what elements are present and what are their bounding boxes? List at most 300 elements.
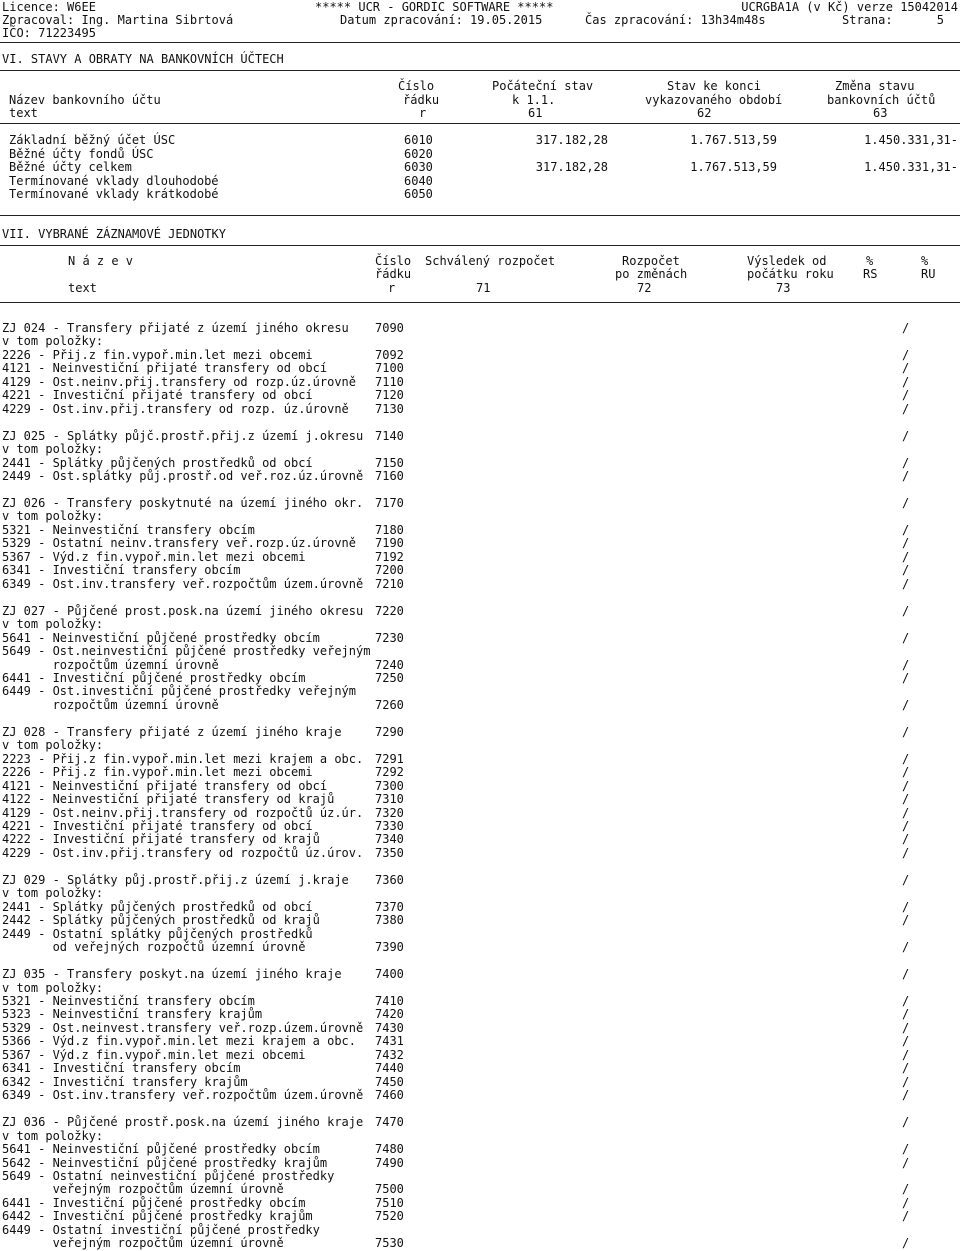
ratio-slash: / [902, 872, 910, 887]
spacer-row [0, 1102, 960, 1116]
item-text: 2449 - Ost.splátky půj.prostř.od veř.roz.úz.úrovně [2, 469, 364, 484]
col-start-sub: k 1.1. [512, 93, 556, 107]
item-text: 4221 - Investiční přijaté transfery od obcí [2, 819, 313, 834]
row-number: 7430 [375, 1020, 404, 1035]
item-text: v tom položky: [2, 1128, 104, 1143]
row-number: 7510 [375, 1195, 404, 1210]
item-text: 2442 - Splátky půjčených prostředků od krajů [2, 913, 320, 928]
header-line-3 [0, 26, 960, 40]
row-number: 6020 [404, 146, 433, 161]
item-text: ZJ 029 - Splátky půj.prostř.přij.z území j.kraje [2, 872, 349, 887]
ratio-slash: / [902, 1142, 910, 1157]
balance-change: 1.450.331,31- [864, 160, 958, 174]
spacer-row [0, 711, 960, 725]
processed-by: Zpracoval: Ing. Martina Sibrtová [2, 13, 234, 27]
item-text: 5329 - Ost.neinvest.transfery veř.rozp.územ.úrovně [2, 1020, 364, 1035]
product-banner: ***** UCR - GORDIC SOFTWARE ***** [315, 0, 554, 14]
list-item [0, 1156, 960, 1170]
row-number: 7150 [375, 455, 404, 470]
item-text: 6449 - Ostatní investiční půjčené prostředky [2, 1222, 320, 1237]
list-item [0, 536, 960, 550]
list-item [0, 1129, 960, 1143]
processing-date: Datum zpracování: 19.05.2015 [340, 13, 543, 27]
ratio-slash: / [902, 967, 910, 982]
list-item [0, 1196, 960, 1210]
item-text: 2441 - Splátky půjčených prostředků od obcí [2, 455, 313, 470]
row-number: 6010 [404, 133, 433, 147]
item-text: ZJ 028 - Transfery přijaté z území jiného kraje [2, 724, 342, 739]
row-number: 7210 [375, 576, 404, 591]
col-row-label: Číslo [398, 79, 435, 93]
item-text: ZJ 035 - Transfery poskyt.na území jiného kraje [2, 967, 342, 982]
account-name: Běžné účty celkem [9, 160, 132, 174]
item-text: v tom položky: [2, 738, 104, 753]
spacer-row [0, 483, 960, 497]
row-number: 7230 [375, 630, 404, 645]
ratio-slash: / [902, 549, 910, 564]
row-number: 7120 [375, 388, 404, 403]
spacer-row [0, 859, 960, 873]
row-number: 7400 [375, 967, 404, 982]
list-item [0, 658, 960, 672]
list-item [0, 1007, 960, 1021]
list-item [0, 456, 960, 470]
col-change-sub: bankovních účtů [827, 93, 936, 107]
item-text: v tom položky: [2, 442, 104, 457]
list-item [0, 509, 960, 523]
end-balance: 1.767.513,59 [690, 160, 777, 174]
col-end-sub: vykazovaného období [645, 93, 783, 107]
ratio-slash: / [902, 455, 910, 470]
row-number: 7432 [375, 1047, 404, 1062]
row-number: 7291 [375, 751, 404, 766]
ratio-slash: / [902, 321, 910, 335]
item-text: 5649 - Ost.neinvestiční půjčené prostředky veřejným [2, 644, 371, 659]
ratio-slash: / [902, 913, 910, 928]
col-result-sub: počátku roku [747, 267, 834, 281]
table-row [0, 133, 960, 147]
end-balance: 1.767.513,59 [690, 133, 777, 147]
row-number: 7300 [375, 778, 404, 793]
row-number: 7490 [375, 1155, 404, 1170]
ratio-slash: / [902, 805, 910, 820]
item-text: 4222 - Investiční přijaté transfery od krajů [2, 832, 320, 847]
section6-head-2 [0, 93, 960, 107]
col-row-sub: řádku [403, 93, 440, 107]
item-text: 5642 - Neinvestiční půjčené prostředky krajům [2, 1155, 328, 1170]
item-text: 6342 - Investiční transfery krajům [2, 1074, 248, 1089]
ratio-slash: / [902, 845, 910, 860]
row-number: 7340 [375, 832, 404, 847]
list-item [0, 321, 960, 335]
row-number: 7260 [375, 697, 404, 712]
item-text: 5321 - Neinvestiční transfery obcím [2, 994, 255, 1008]
ratio-slash: / [902, 697, 910, 712]
col-pct-rs-sub: RS [863, 267, 878, 281]
item-text: 6349 - Ost.inv.transfery veř.rozpočtům územ.úrovně [2, 576, 364, 591]
item-text: 4221 - Investiční přijaté transfery od obcí [2, 388, 313, 403]
row-number: 7330 [375, 819, 404, 834]
item-text: ZJ 025 - Splátky půjč.prostř.přij.z území j.okresu [2, 428, 364, 443]
ratio-slash: / [902, 536, 910, 551]
row-number: 7320 [375, 805, 404, 820]
list-item [0, 752, 960, 766]
item-text: v tom položky: [2, 886, 104, 901]
start-balance: 317.182,28 [535, 133, 608, 147]
item-text: od veřejných rozpočtů územní úrovně [2, 940, 306, 955]
list-item [0, 738, 960, 752]
list-item [0, 684, 960, 698]
list-item [0, 913, 960, 927]
account-name: Základní běžný účet ÚSC [9, 133, 176, 147]
item-text: ZJ 027 - Půjčené prost.posk.na území jiného okresu [2, 603, 364, 618]
list-item [0, 967, 960, 981]
col-start-label: Počáteční stav [492, 79, 594, 93]
list-item [0, 927, 960, 941]
row-number: 7450 [375, 1074, 404, 1089]
item-text: 5367 - Výd.z fin.vypoř.min.let mezi obcemi [2, 549, 306, 564]
list-item [0, 1169, 960, 1183]
item-text: 6449 - Ost.investiční půjčené prostředky veřejným [2, 684, 357, 699]
row-number: 7410 [375, 994, 404, 1008]
col-name-label: N á z e v [68, 254, 134, 268]
ratio-slash: / [902, 778, 910, 793]
row-number: 7180 [375, 522, 404, 537]
ratio-slash: / [902, 899, 910, 914]
row-number: 6030 [404, 160, 433, 174]
row-number: 7170 [375, 495, 404, 510]
item-text: 2226 - Přij.z fin.vypoř.min.let mezi obcemi [2, 765, 313, 780]
list-item [0, 886, 960, 900]
ratio-slash: / [902, 1074, 910, 1089]
list-item [0, 981, 960, 995]
row-number: 7420 [375, 1007, 404, 1022]
row-number: 7460 [375, 1088, 404, 1103]
ratio-slash: / [902, 347, 910, 362]
item-text: 5641 - Neinvestiční půjčené prostředky obcím [2, 630, 320, 645]
ratio-slash: / [902, 495, 910, 510]
row-number: 7292 [375, 765, 404, 780]
list-item [0, 429, 960, 443]
section7-title-text: VII. VYBRANÉ ZÁZNAMOVÉ JEDNOTKY [2, 227, 226, 241]
item-text: 6441 - Investiční půjčené prostředky obcím [2, 1195, 306, 1210]
list-item [0, 940, 960, 954]
col-result-code: 73 [776, 281, 791, 295]
ratio-slash: / [902, 1020, 910, 1035]
item-text: 5366 - Výd.z fin.vypoř.min.let mezi krajem a obc. [2, 1034, 357, 1049]
row-number: 7440 [375, 1061, 404, 1076]
row-number: 7220 [375, 603, 404, 618]
col-budget-label: Rozpočet [622, 254, 680, 268]
list-item [0, 375, 960, 389]
ratio-slash: / [902, 469, 910, 484]
list-item [0, 832, 960, 846]
spacer-row [0, 415, 960, 429]
list-item [0, 469, 960, 483]
item-text: 5367 - Výd.z fin.vypoř.min.let mezi obcemi [2, 1047, 306, 1062]
item-text: v tom položky: [2, 509, 104, 524]
row-number: 6050 [404, 187, 433, 201]
ratio-slash: / [902, 563, 910, 578]
ratio-slash: / [902, 832, 910, 847]
list-item [0, 819, 960, 833]
section7-head-1 [0, 254, 960, 268]
item-text: ZJ 026 - Transfery poskytnuté na území jiného okr. [2, 495, 364, 510]
ratio-slash: / [902, 724, 910, 739]
col-start-code: 61 [528, 106, 543, 120]
item-text: ZJ 036 - Půjčené prostř.posk.na území jiného kraje [2, 1115, 364, 1130]
row-number: 7100 [375, 361, 404, 376]
list-item [0, 442, 960, 456]
item-text: ZJ 024 - Transfery přijaté z území jiného okresu [2, 321, 349, 335]
list-item [0, 644, 960, 658]
ratio-slash: / [902, 994, 910, 1008]
section7-head-3 [0, 281, 960, 295]
list-item [0, 1209, 960, 1223]
ratio-slash: / [902, 630, 910, 645]
col-row-sub: řádku [375, 267, 412, 281]
row-number: 7160 [375, 469, 404, 484]
ratio-slash: / [902, 1182, 910, 1197]
row-number: 7530 [375, 1236, 404, 1251]
ratio-slash: / [902, 1034, 910, 1049]
row-number: 6040 [404, 173, 433, 188]
ratio-slash: / [902, 522, 910, 537]
ratio-slash: / [902, 670, 910, 685]
header-rule [0, 42, 960, 43]
row-number: 7092 [375, 347, 404, 362]
col-change-label: Změna stavu [835, 79, 915, 93]
ratio-slash: / [902, 765, 910, 780]
col-approved-code: 71 [476, 281, 491, 295]
col-result-label: Výsledek od [747, 254, 827, 268]
item-text: 6442 - Investiční půjčené prostředky krajům [2, 1209, 313, 1224]
row-number: 7240 [375, 657, 404, 672]
list-item [0, 1236, 960, 1250]
item-text: rozpočtům územní úrovně [2, 657, 219, 672]
list-item [0, 671, 960, 685]
list-item [0, 348, 960, 362]
item-text: 2226 - Přij.z fin.vypoř.min.let mezi obcemi [2, 347, 313, 362]
list-item [0, 577, 960, 591]
item-text: 4121 - Neinvestiční přijaté transfery od obcí [2, 778, 328, 793]
list-item [0, 523, 960, 537]
row-number: 7190 [375, 536, 404, 551]
ratio-slash: / [902, 374, 910, 389]
list-item [0, 563, 960, 577]
list-item [0, 1061, 960, 1075]
col-approved-label: Schválený rozpočet [425, 254, 556, 268]
ratio-slash: / [902, 1115, 910, 1130]
ratio-slash: / [902, 751, 910, 766]
list-item [0, 388, 960, 402]
ratio-slash: / [902, 1209, 910, 1224]
list-item [0, 334, 960, 348]
section6-title-text: VI. STAVY A OBRATY NA BANKOVNÍCH ÚČTECH [2, 52, 284, 66]
list-item [0, 1115, 960, 1129]
row-number: 7250 [375, 670, 404, 685]
item-text: 5649 - Ostatní neinvestiční půjčené prostředky [2, 1168, 335, 1183]
item-text: veřejným rozpočtům územní úrovně [2, 1182, 284, 1197]
section7-rule-head [0, 302, 960, 303]
section7-head-2 [0, 267, 960, 281]
row-number: 7310 [375, 792, 404, 807]
page-number: 5 [936, 13, 944, 27]
col-change-code: 63 [873, 106, 888, 120]
page-label: Strana: [842, 13, 893, 27]
list-item [0, 1088, 960, 1102]
col-budget-sub: po změnách [615, 267, 688, 281]
col-end-code: 62 [697, 106, 712, 120]
row-number: 7200 [375, 563, 404, 578]
spacer-row [0, 954, 960, 968]
col-row-code: r [388, 281, 396, 295]
item-text: 5641 - Neinvestiční půjčené prostředky obcím [2, 1142, 320, 1157]
spacer-row [0, 590, 960, 604]
ratio-slash: / [902, 1155, 910, 1170]
item-text: 2441 - Splátky půjčených prostředků od obcí [2, 899, 313, 914]
row-number: 7500 [375, 1182, 404, 1197]
list-item [0, 846, 960, 860]
list-item [0, 900, 960, 914]
row-number: 7431 [375, 1034, 404, 1049]
col-pct-rs-label: % [866, 254, 874, 268]
item-text: 4122 - Neinvestiční přijaté transfery od krajů [2, 792, 335, 807]
section6-head-3 [0, 106, 960, 120]
row-number: 7470 [375, 1115, 404, 1130]
list-item [0, 604, 960, 618]
list-item [0, 1142, 960, 1156]
list-item [0, 806, 960, 820]
list-item [0, 496, 960, 510]
item-text: 2223 - Přij.z fin.vypoř.min.let mezi krajem a obc. [2, 751, 364, 766]
section6-rule-bottom [0, 215, 960, 216]
item-text: 5323 - Neinvestiční transfery krajům [2, 1007, 263, 1022]
table-row [0, 174, 960, 188]
list-item [0, 725, 960, 739]
ratio-slash: / [902, 657, 910, 672]
row-number: 7192 [375, 549, 404, 564]
ratio-slash: / [902, 1088, 910, 1103]
item-text: 6341 - Investiční transfery obcím [2, 1061, 241, 1076]
list-item [0, 617, 960, 631]
table-row [0, 160, 960, 174]
table-row [0, 147, 960, 161]
item-text: 5329 - Ostatní neinv.transfery veř.rozp.úz.úrovně [2, 536, 357, 551]
license-text: Licence: W6EE [2, 0, 96, 14]
item-text: v tom položky: [2, 980, 104, 995]
ico-text: IČO: 71223495 [2, 26, 96, 40]
list-item [0, 1048, 960, 1062]
row-number: 7520 [375, 1209, 404, 1224]
processing-time: Čas zpracování: 13h34m48s [585, 13, 766, 27]
header-line-2 [0, 13, 960, 27]
list-item [0, 1021, 960, 1035]
item-text: 2449 - Ostatní splátky půjčených prostředků [2, 926, 313, 941]
header-line-1 [0, 0, 960, 14]
row-number: 7390 [375, 940, 404, 955]
list-item [0, 1182, 960, 1196]
col-pct-ru-label: % [921, 254, 929, 268]
item-text: 4129 - Ost.neinv.přij.transfery od rozpočtů úz.úr. [2, 805, 364, 820]
ratio-slash: / [902, 1195, 910, 1210]
col-text-code: text [68, 281, 97, 295]
list-item [0, 361, 960, 375]
balance-change: 1.450.331,31- [864, 133, 958, 147]
list-item [0, 402, 960, 416]
list-item [0, 779, 960, 793]
ratio-slash: / [902, 576, 910, 591]
item-text: 6349 - Ost.inv.transfery veř.rozpočtům územ.úrovně [2, 1088, 364, 1103]
list-item [0, 698, 960, 712]
account-name: Termínované vklady krátkodobé [9, 187, 219, 201]
row-number: 7110 [375, 374, 404, 389]
item-text: v tom položky: [2, 334, 104, 349]
item-text: 4129 - Ost.neinv.přij.transfery od rozp.úz.úrovně [2, 374, 357, 389]
col-row-label: Číslo [375, 254, 412, 268]
start-balance: 317.182,28 [535, 160, 608, 174]
ratio-slash: / [902, 401, 910, 416]
row-number: 7140 [375, 428, 404, 443]
col-pct-ru-sub: RU [921, 267, 936, 281]
row-number: 7360 [375, 872, 404, 887]
section7-title [0, 227, 960, 241]
row-number: 7370 [375, 899, 404, 914]
list-item [0, 873, 960, 887]
col-text-code: text [9, 106, 38, 120]
ratio-slash: / [902, 361, 910, 376]
col-row-code: r [419, 106, 427, 120]
row-number: 7290 [375, 724, 404, 739]
item-text: 4229 - Ost.inv.přij.transfery od rozpočtů úz.úrov. [2, 845, 364, 860]
col-account-name: Název bankovního účtu [9, 93, 161, 107]
account-name: Termínované vklady dlouhodobé [9, 173, 219, 188]
list-item [0, 1034, 960, 1048]
row-number: 7480 [375, 1142, 404, 1157]
item-text: 6441 - Investiční půjčené prostředky obcím [2, 670, 306, 685]
list-item [0, 792, 960, 806]
item-text: 4229 - Ost.inv.přij.transfery od rozp. úz.úrovně [2, 401, 349, 416]
row-number: 7350 [375, 845, 404, 860]
item-text: 5321 - Neinvestiční transfery obcím [2, 522, 255, 537]
item-text: veřejným rozpočtům územní úrovně [2, 1236, 284, 1251]
ratio-slash: / [902, 1236, 910, 1251]
ratio-slash: / [902, 603, 910, 618]
item-text: v tom položky: [2, 617, 104, 632]
col-end-label: Stav ke konci [667, 79, 761, 93]
item-text: 4121 - Neinvestiční přijaté transfery od obcí [2, 361, 328, 376]
ratio-slash: / [902, 1047, 910, 1062]
section7-rule-top [0, 245, 960, 246]
ratio-slash: / [902, 1061, 910, 1076]
ratio-slash: / [902, 1007, 910, 1022]
list-item [0, 1075, 960, 1089]
report-code: UCRGBA1A (v Kč) verze 15042014 [741, 0, 958, 14]
list-item [0, 1223, 960, 1237]
row-number: 7130 [375, 401, 404, 416]
section6-rule-top [0, 70, 960, 71]
ratio-slash: / [902, 940, 910, 955]
item-text: 6341 - Investiční transfery obcím [2, 563, 241, 578]
section6-title [0, 52, 960, 66]
ratio-slash: / [902, 819, 910, 834]
section6-head-1 [0, 79, 960, 93]
ratio-slash: / [902, 388, 910, 403]
list-item [0, 765, 960, 779]
account-name: Běžné účty fondů ÚSC [9, 146, 154, 161]
list-item [0, 550, 960, 564]
section6-rule-head [0, 123, 960, 124]
